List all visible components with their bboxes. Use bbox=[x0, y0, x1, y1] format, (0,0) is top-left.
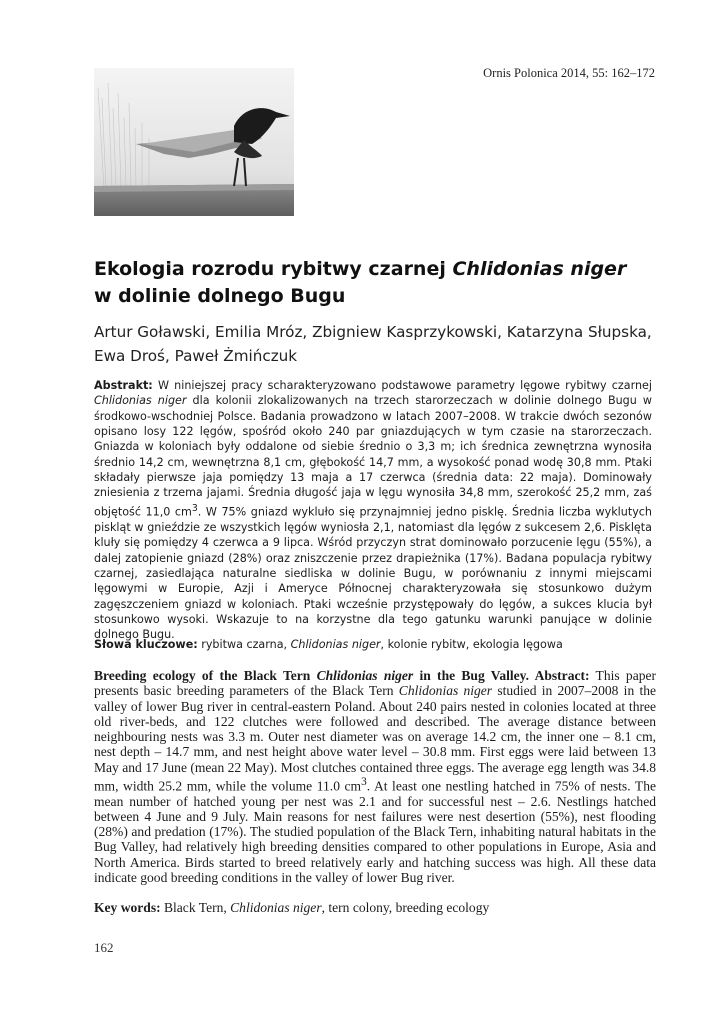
keywords-text-2: , kolonie rybitw, ekologia lęgowa bbox=[380, 638, 563, 651]
page-number: 162 bbox=[94, 940, 114, 955]
english-text-2: studied in 2007–2008 in the valley of lower Bug river in central-eastern Poland. About 240 pairs nested in colonies located at three old river-beds, and 122 clutches were followed and described. The average distance between neighbouring nests was 3.3 m. Outer nest diameter was on average 14.2 cm, the inner one – 8.1 cm, nest depth – 14.7 mm, and nest height above water level – 30.8 mm. First eggs were laid between 13 May and 17 June (mean 22 May). Most clutches contained three eggs. The average egg length was 34.8 mm, width 25.2 mm, while the volume 11.0 cm bbox=[94, 683, 657, 794]
title-part2: w dolinie dolnego Bugu bbox=[94, 285, 346, 307]
keywords-polish bbox=[94, 637, 652, 652]
abstract-label: Abstrakt: bbox=[94, 379, 153, 392]
english-title-species: Chlidonias niger bbox=[316, 668, 414, 683]
key-words-label: Key words: bbox=[94, 900, 161, 915]
english-title bbox=[94, 668, 590, 683]
journal-reference: Ornis Polonica 2014, 55: 162–172 bbox=[483, 66, 655, 80]
english-text-1: This paper presents basic breeding parameters of the Black Tern bbox=[94, 668, 656, 699]
abstract-english bbox=[94, 668, 656, 885]
key-words-text-2: , tern colony, breeding ecology bbox=[321, 900, 490, 915]
keywords-text-1: rybitwa czarna, bbox=[197, 638, 291, 651]
abstract-species: Chlidonias niger bbox=[94, 394, 187, 408]
abstract-superscript: 3 bbox=[191, 502, 198, 514]
title-species: Chlidonias niger bbox=[452, 258, 627, 280]
abstract-text-1: W niniejszej pracy scharakteryzowano podstawowe parametry lęgowe rybitwy czarnej bbox=[152, 379, 652, 392]
abstract-text-2: dla kolonii zlokalizowanych na trzech starorzeczach w dolinie dolnego Bugu w środkowo-wschodniej Polsce. Badania prowadzono w latach 2007–2008. W trakcie dwóch sezonów opisano losy 122 lęgów, spośród około 240 par gniazdujących w tym czasie na starorzeczach. Gniazda w koloniach były oddalone od siebie średnio o 3,3 m; ich średnica zewnętrzna wynosiła średnio 14,2 cm, wewnętrzna 8,1 cm, głębokość 14,7 mm, a wysokość ponad wodę 30,8 mm. Ptaki składały pierwsze jaja pomiędzy 13 maja a 17 czerwca (średnia data: 22 maja). Dominowały zniesienia z trzema jajami. Średnia długość jaja w lęgu wynosiła 34,8 mm, szerokość 25,2 mm, zaś objętość 11,0 cm bbox=[94, 394, 653, 519]
keywords-english bbox=[94, 900, 656, 916]
abstract-polish bbox=[94, 378, 652, 643]
title-part1: Ekologia rozrodu rybitwy czarnej bbox=[94, 258, 453, 280]
english-title-2: in the Bug Valley. Abstract: bbox=[413, 668, 590, 683]
keywords-species: Chlidonias niger bbox=[290, 638, 381, 651]
english-superscript: 3 bbox=[361, 775, 367, 788]
article-title bbox=[94, 256, 654, 310]
bird-illustration bbox=[94, 68, 294, 216]
black-tern-photo bbox=[94, 68, 294, 216]
abstract-text-3: . W 75% gniazd wykluło się przynajmniej jedno pisklę. Średnia liczba wyklutych piskląt w gnieździe ze wszystkich lęgów wyniosła 2,1, natomiast dla lęgów z sukcesem 2,6. Pisklęta kluły się pomiędzy 4 czerwca a 9 lipca. Wśród przyczyn strat dominowało porzucenie lęgu (55%), a dalej zatopienie gniazd (28%) oraz zniszczenie przez drapieżnika (17%). Badana populacja rybitwy czarnej, zasiedlająca naturalne siedliska w dolinie Bugu, w porównaniu z innymi miejscami lęgowymi w Europie, Azji i Ameryce Północnej charakteryzowała się stosunkowo dużym zagęszczeniem gniazd w koloniach. Ptaki wcześnie przystępowały do lęgów, a sukces klucia był stosunkowo wysoki. Wskazuje to na korzystne dla tego gatunku warunki panujące w dolinie dolnego Bugu. bbox=[94, 505, 652, 642]
key-words-text-1: Black Tern, bbox=[160, 900, 231, 915]
keywords-label: Słowa kluczowe: bbox=[94, 638, 198, 651]
english-title-1: Breeding ecology of the Black Tern bbox=[94, 668, 317, 683]
english-text-3: . At least one nestling hatched in 75% of nests. The mean number of hatched young per nest was 2.1 and for successful nest – 2.6. Nestlings hatched between 4 June and 9 July. Main reasons for nest failures were nest desertion (55%), nest flooding (28%) and predation (17%). The studied population of the Black Tern, inhabiting natural habitats in the Bug Valley, had relatively high breeding densities compared to other populations in Europe, Asia and North America. Birds started to breed relatively early and hatching success was high. All these data indicate good breeding conditions in the valley of lower Bug river. bbox=[94, 778, 656, 885]
key-words-species: Chlidonias niger bbox=[230, 900, 322, 915]
english-species: Chlidonias niger bbox=[398, 683, 493, 699]
author-list: Artur Goławski, Emilia Mróz, Zbigniew Kasprzykowski, Katarzyna Słupska, Ewa Droś, Paweł Żmińczuk bbox=[94, 323, 652, 365]
